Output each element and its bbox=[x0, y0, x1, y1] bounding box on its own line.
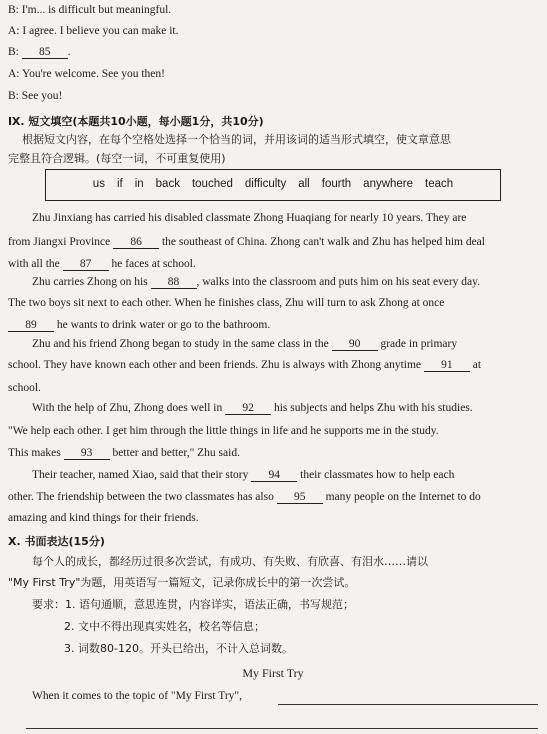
dialogue-line: A: I agree. I believe you can make it. bbox=[8, 25, 179, 37]
answer-blank-95[interactable]: 95 bbox=[277, 491, 323, 504]
passage-line: from Jiangxi Province 86 the southeast of China. Zhong can't walk and Zhu has helped him deal bbox=[8, 236, 485, 248]
essay-title: My First Try bbox=[242, 666, 304, 680]
dialogue-line: A: You're welcome. See you then! bbox=[8, 68, 165, 80]
passage-line: school. They have known each other and been friends. Zhu is always with Zhong anytime 91 at bbox=[8, 359, 482, 371]
essay-opening: When it comes to the topic of "My First Try", bbox=[32, 690, 242, 702]
answer-blank-90[interactable]: 90 bbox=[332, 338, 378, 351]
passage-line: With the help of Zhu, Zhong does well in 92 his subjects and helps Zhu with his studies. bbox=[32, 402, 473, 414]
passage-line: "We help each other. I get him through the little things in life and he supports me in the study. bbox=[8, 425, 439, 437]
section-9-instruction: 根据短文内容，在每个空格处选择一个恰当的词，并用该词的适当形式填空，使文章意思 bbox=[22, 133, 451, 146]
passage-line: This makes 93 better and better," Zhu said. bbox=[8, 447, 240, 459]
word-bank-item: teach bbox=[425, 178, 454, 191]
section-10-requirement: 3. 词数80-120。开头已给出，不计入总词数。 bbox=[64, 642, 293, 655]
section-10-requirement: 要求：1. 语句通顺，意思连贯，内容详实，语法正确，书写规范； bbox=[32, 598, 354, 611]
dialogue-line: B: I'm... is difficult but meaningful. bbox=[8, 4, 172, 16]
passage-line: other. The friendship between the two classmates has also 95 many people on the Internet to do bbox=[8, 491, 481, 503]
word-bank-item: back bbox=[155, 178, 180, 191]
word-bank-box bbox=[45, 169, 501, 201]
dialogue-line: B: See you! bbox=[8, 90, 63, 102]
passage-line: 89 he wants to drink water or go to the bathroom. bbox=[8, 319, 270, 333]
answer-blank-92[interactable]: 92 bbox=[225, 402, 271, 415]
section-10-title: X. 书面表达(15分) bbox=[8, 535, 105, 548]
writing-line[interactable] bbox=[26, 728, 538, 729]
word-bank-item: touched bbox=[191, 178, 233, 191]
passage-line: Zhu and his friend Zhong began to study in the same class in the 90 grade in primary bbox=[32, 338, 458, 350]
answer-blank-94[interactable]: 94 bbox=[251, 469, 297, 482]
answer-blank-85[interactable]: 85 bbox=[22, 46, 68, 59]
word-bank-item: if bbox=[116, 178, 123, 191]
section-9-title: Ⅸ. 短文填空(本题共10小题，每小题1分，共10分) bbox=[8, 115, 264, 128]
section-10-requirement: 2. 文中不得出现真实姓名，校名等信息； bbox=[64, 620, 265, 633]
passage-line: with all the 87 he faces at school. bbox=[8, 258, 196, 270]
word-bank-item: difficulty bbox=[244, 178, 287, 191]
passage-line: Zhu carries Zhong on his 88 , walks into the classroom and puts him on his seat every day. bbox=[32, 276, 481, 288]
passage-line: Their teacher, named Xiao, said that their story 94 their classmates how to help each bbox=[32, 469, 455, 481]
word-bank-item: us bbox=[92, 178, 105, 191]
word-bank-item: anywhere bbox=[363, 178, 414, 191]
section-10-prompt: 每个人的成长，都经历过很多次尝试，有成功、有失败、有欣喜、有泪水……请以 bbox=[32, 555, 428, 568]
dialogue-line: B: 85 . bbox=[8, 46, 71, 58]
passage-line: amazing and kind things for their friends. bbox=[8, 512, 199, 524]
answer-blank-88[interactable]: 88 bbox=[151, 276, 197, 289]
answer-blank-91[interactable]: 91 bbox=[424, 359, 470, 372]
answer-blank-86[interactable]: 86 bbox=[113, 236, 159, 249]
passage-line: The two boys sit next to each other. When he finishes class, Zhu will turn to ask Zhong at once bbox=[8, 297, 445, 309]
writing-line[interactable] bbox=[278, 704, 538, 705]
word-bank-item: fourth bbox=[321, 178, 352, 191]
answer-blank-93[interactable]: 93 bbox=[64, 447, 110, 460]
section-10-prompt: "My First Try"为题，用英语写一篇短文，记录你成长中的第一次尝试。 bbox=[8, 576, 356, 589]
passage-line: school. bbox=[8, 382, 41, 394]
answer-blank-87[interactable]: 87 bbox=[63, 258, 109, 271]
answer-blank-89[interactable]: 89 bbox=[8, 319, 54, 332]
word-bank-item: all bbox=[298, 178, 310, 191]
word-bank-item: in bbox=[134, 178, 144, 191]
passage-line: Zhu Jinxiang has carried his disabled classmate Zhong Huaqiang for nearly 10 years. They are bbox=[32, 212, 467, 224]
section-9-instruction: 完整且符合逻辑。(每空一词，不可重复使用) bbox=[8, 152, 226, 165]
